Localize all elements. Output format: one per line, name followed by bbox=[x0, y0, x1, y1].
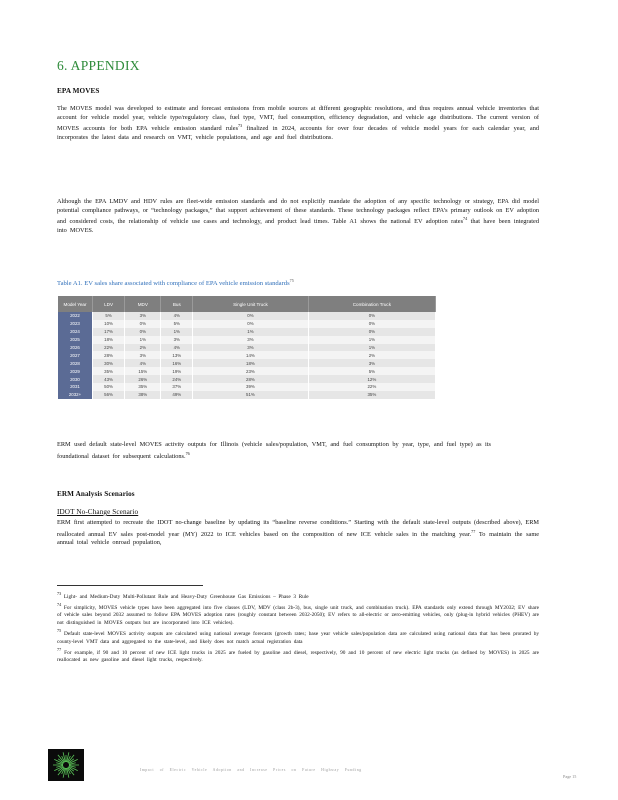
table-row bbox=[58, 328, 436, 336]
value-cell: 17% bbox=[93, 328, 125, 336]
value-cell: 3% bbox=[308, 359, 435, 367]
value-cell: 0% bbox=[193, 320, 309, 328]
value-cell: 14% bbox=[193, 351, 309, 359]
footnote-number: 74 bbox=[57, 602, 62, 608]
value-cell: 3% bbox=[125, 351, 161, 359]
year-cell: 2023 bbox=[58, 320, 93, 328]
section-title-erm-analysis: ERM Analysis Scenarios bbox=[57, 490, 135, 498]
table-row bbox=[58, 351, 436, 359]
header-cell: Bus bbox=[161, 296, 193, 312]
value-cell: 28% bbox=[193, 375, 309, 383]
value-cell: 3% bbox=[125, 312, 161, 320]
table-header-row bbox=[58, 296, 436, 312]
table-body bbox=[58, 312, 436, 399]
value-cell: 10% bbox=[93, 320, 125, 328]
value-cell: 38% bbox=[125, 391, 161, 399]
value-cell: 19% bbox=[161, 367, 193, 375]
footer-text: Impact of Electric Vehicle Adoption and Increase Prices on Future Highway Funding bbox=[140, 768, 362, 772]
footnote-number: 77 bbox=[57, 647, 62, 653]
value-cell: 24% bbox=[161, 375, 193, 383]
table-caption bbox=[57, 278, 294, 287]
appendix-heading: 6. APPENDIX bbox=[57, 58, 140, 73]
value-cell: 3% bbox=[161, 336, 193, 344]
year-cell: 2026 bbox=[58, 344, 93, 352]
value-cell: 1% bbox=[308, 336, 435, 344]
year-cell: 2028 bbox=[58, 359, 93, 367]
table-row bbox=[58, 344, 436, 352]
value-cell: 39% bbox=[193, 383, 309, 391]
value-cell: 5% bbox=[161, 320, 193, 328]
year-cell: 2024 bbox=[58, 328, 93, 336]
value-cell: 16% bbox=[161, 359, 193, 367]
table-row bbox=[58, 391, 436, 399]
section-title-epa-moves: EPA MOVES bbox=[57, 87, 100, 95]
value-cell: 22% bbox=[93, 344, 125, 352]
footnote-73 bbox=[57, 590, 539, 601]
table-row bbox=[58, 312, 436, 320]
value-cell: 35% bbox=[125, 383, 161, 391]
value-cell: 1% bbox=[193, 328, 309, 336]
year-cell: 2031 bbox=[58, 383, 93, 391]
footnote-ref: 77 bbox=[471, 528, 476, 534]
header-cell: Model Year bbox=[58, 296, 93, 312]
value-cell: 35% bbox=[308, 391, 435, 399]
table-row bbox=[58, 375, 436, 383]
paragraph-text: ERM first attempted to recreate the IDOT no-change baseline by updating its “baseline reverse conditions.” Starting with the default state-level outputs (described above), ERM reallocated annual EV sales post-model year (MY) 2022 to ICE vehicles based on the composition of new ICE vehicle sales in the matching year. bbox=[57, 519, 539, 538]
value-cell: 1% bbox=[308, 344, 435, 352]
footnote-ref: 73 bbox=[238, 123, 243, 129]
year-cell: 2029 bbox=[58, 367, 93, 375]
paragraph-moves-model bbox=[57, 105, 539, 142]
value-cell: 1% bbox=[125, 336, 161, 344]
footnote-ref: 75 bbox=[289, 278, 294, 283]
year-cell: 2027 bbox=[58, 351, 93, 359]
footnote-77 bbox=[57, 646, 539, 665]
value-cell: 37% bbox=[161, 383, 193, 391]
paragraph-text: that have been integrated into MOVES. bbox=[57, 218, 539, 234]
value-cell: 22% bbox=[308, 383, 435, 391]
value-cell: 15% bbox=[125, 367, 161, 375]
value-cell: 1% bbox=[161, 328, 193, 336]
paragraph-erm-default bbox=[57, 441, 491, 461]
paragraph-text: ERM used default state-level MOVES activity outputs for Illinois (vehicle sales/population, VMT, and fuel consumption by year, type, and fuel type) as its foundational dataset for subsequent calculations. bbox=[57, 441, 491, 460]
page-number: Page 15 bbox=[563, 774, 577, 779]
value-cell: 51% bbox=[193, 391, 309, 399]
section-title-no-change: IDOT No-Change Scenario bbox=[57, 508, 139, 516]
footnotes bbox=[57, 590, 539, 665]
header-cell: MDV bbox=[125, 296, 161, 312]
value-cell: 0% bbox=[125, 328, 161, 336]
value-cell: 5% bbox=[93, 312, 125, 320]
year-cell: 2022 bbox=[58, 312, 93, 320]
value-cell: 49% bbox=[161, 391, 193, 399]
value-cell: 2% bbox=[125, 344, 161, 352]
footnote-text: For simplicity, MOVES vehicle types have been aggregated into five classes (LDV, MDV (class 2b-3), bus, single unit truck, and combination truck). EPA standards only extend through MY2032; EV share of vehicle sales beyond 2032 assumed to follow EPA MOVES adoption rates (roughly constant between 2032-2050); EV refers to all-electric or zero-emitting vehicles, only (plug-in hybrid vehicles (PHEV) are not distinguished in MOVES outputs but are incorporated into ICE vehicles). bbox=[57, 604, 539, 626]
value-cell: 0% bbox=[308, 328, 435, 336]
value-cell: 18% bbox=[93, 336, 125, 344]
value-cell: 12% bbox=[308, 375, 435, 383]
header-cell: LDV bbox=[93, 296, 125, 312]
paragraph-text: The MOVES model was developed to estimate and forecast emissions from mobile sources at different geographic resolutions, and thus requires annual vehicle inventories that account for vehicle model year, vehicle type/regulatory class, fuel type, VMT, fuel consumption, efficiency degradation, and vehicle age distributions. The current version of MOVES accounts for both EPA vehicle emission standard rules bbox=[57, 105, 539, 133]
footnote-text: Light- and Medium-Duty Multi-Pollutant Rule and Heavy-Duty Greenhouse Gas Emissions – Phase 3 Rule bbox=[63, 593, 309, 600]
header-cell: Single Unit Truck bbox=[193, 296, 309, 312]
caption-text: Table A1. EV sales share associated with compliance of EPA vehicle emission standards bbox=[57, 280, 290, 288]
footnote-separator bbox=[57, 585, 203, 586]
value-cell: 0% bbox=[193, 312, 309, 320]
value-cell: 5% bbox=[308, 367, 435, 375]
table-row bbox=[58, 359, 436, 367]
footnote-75 bbox=[57, 627, 539, 646]
header-cell: Combination Truck bbox=[308, 296, 435, 312]
footnote-ref: 74 bbox=[463, 216, 468, 222]
paragraph-epa-rules bbox=[57, 198, 539, 235]
footnote-text: Default state-level MOVES activity outputs are calculated using national average forecasts (growth rates; base year vehicle sales/population data are calculated using national data that has been prorated by county-level VMT data and aggregated to the state-level, and likely does not match actual registration data bbox=[57, 631, 540, 645]
year-cell: 2030 bbox=[58, 375, 93, 383]
year-cell: 2025 bbox=[58, 336, 93, 344]
year-cell: 2032+ bbox=[58, 391, 93, 399]
paragraph-no-change bbox=[57, 519, 539, 548]
value-cell: 4% bbox=[161, 312, 193, 320]
footnote-74 bbox=[57, 601, 539, 627]
footnote-ref: 76 bbox=[185, 450, 190, 456]
table-row bbox=[58, 336, 436, 344]
paragraph-text: finalized in 2024, accounts for over four decades of vehicle model years for each calendar year, and incorporates the latest data and research on VMT, vehicle populations, and age and fuel distributions. bbox=[57, 125, 539, 141]
value-cell: 30% bbox=[93, 359, 125, 367]
value-cell: 26% bbox=[125, 375, 161, 383]
value-cell: 13% bbox=[161, 351, 193, 359]
table-row bbox=[58, 383, 436, 391]
value-cell: 43% bbox=[93, 375, 125, 383]
footnote-number: 75 bbox=[57, 628, 62, 634]
value-cell: 23% bbox=[193, 367, 309, 375]
table-row bbox=[58, 367, 436, 375]
table-row bbox=[58, 320, 436, 328]
value-cell: 3% bbox=[193, 344, 309, 352]
value-cell: 0% bbox=[308, 320, 435, 328]
value-cell: 35% bbox=[93, 367, 125, 375]
value-cell: 0% bbox=[308, 312, 435, 320]
footnote-number: 73 bbox=[57, 591, 62, 596]
footnote-text: For example, if 90 and 10 percent of new ICE light trucks in 2025 are fueled by gasoline and diesel, respectively, 90 and 10 percent of new electric light trucks (as defined by MOVES) in 2025 are reallocated as new gasoline and diesel light trucks, respectively. bbox=[57, 649, 539, 664]
value-cell: 18% bbox=[193, 359, 309, 367]
ev-sales-share-table bbox=[58, 296, 436, 399]
sunburst-logo-icon bbox=[48, 749, 84, 781]
value-cell: 2% bbox=[308, 351, 435, 359]
value-cell: 0% bbox=[125, 320, 161, 328]
value-cell: 3% bbox=[193, 336, 309, 344]
value-cell: 50% bbox=[93, 383, 125, 391]
value-cell: 28% bbox=[93, 351, 125, 359]
paragraph-text: Although the EPA LMDV and HDV rules are fleet-wide emission standards and do not explicitly mandate the adoption of any specific technology or strategy, EPA did model potential compliance pathways, or “technology packages,” that support achievement of these standards. These technology packages reflect EPA’s primary outlook on EV adoption and considered costs, the relationship of vehicle use cases and technology, and product lead times. Table A1 shows the national EV adoption rates bbox=[57, 198, 539, 226]
value-cell: 56% bbox=[93, 391, 125, 399]
value-cell: 4% bbox=[125, 359, 161, 367]
paragraph-text: To maintain the same annual total vehicle onroad population, bbox=[57, 530, 540, 547]
value-cell: 4% bbox=[161, 344, 193, 352]
